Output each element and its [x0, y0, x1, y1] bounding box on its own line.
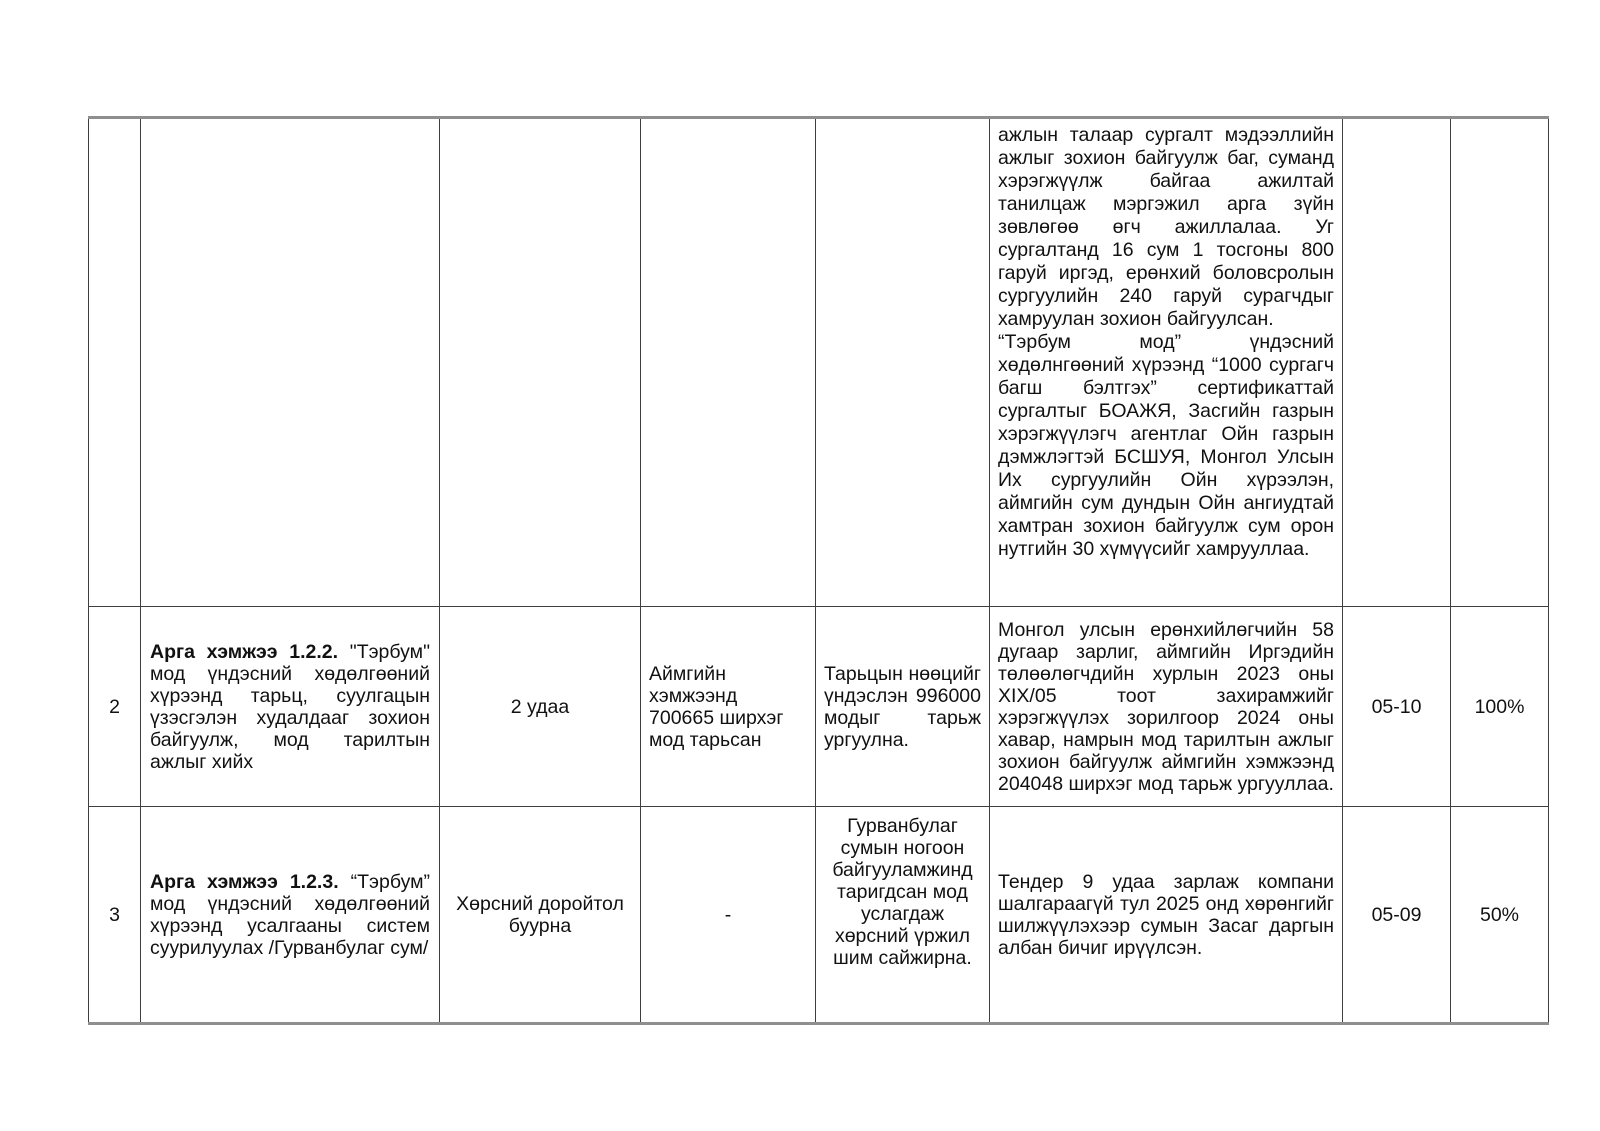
implementation-paragraph: Тендер 9 удаа зарлаж компани шалгараагүй тул 2025 онд хөрөнгийг шилжүүлэхээр сумын Засаг даргын албан бичиг ирүүлсэн. [998, 870, 1334, 959]
cell-row-number [89, 118, 141, 607]
activity-label: Арга хэмжээ 1.2.3. [150, 870, 339, 893]
cell-period: 05-09 [1343, 807, 1451, 1024]
activity-text: Арга хэмжээ 1.2.3. “Тэрбум” мод үндэсний хөдөлгөөний хүрээнд усалгааны систем суурилуулах /Гурванбулаг сум/ [150, 870, 430, 959]
cell-baseline: - [641, 807, 816, 1024]
cell-implementation [990, 807, 1343, 1024]
cell-period [1343, 118, 1451, 607]
implementation-paragraph: Монгол улсын ерөнхийлөгчийн 58 дугаар зарлиг, аймгийн Иргэдийн төлөөлөгчдийн хурлын 2023 оны XIX/05 тоот захирамжийг хэрэгжүүлэх зорилгоор 2024 оны хавар, намрын мод тарилтын ажлыг зохион байгуулж аймгийн хэмжээнд 204048 ширхэг мод тарьж ургууллаа. [998, 618, 1334, 795]
cell-baseline [641, 118, 816, 607]
table-row-continued [89, 118, 1549, 607]
cell-implementation [990, 607, 1343, 807]
cell-indicator: Хөрсний доройтол буурна [440, 807, 641, 1024]
cell-percent: 50% [1451, 807, 1549, 1024]
implementation-paragraph: “Тэрбум мод” үндэсний хөдөлнгөөний хүрээнд “1000 сургагч багш бэлтгэх” сертификаттай сургалтыг БОАЖЯ, Засгийн газрын хэрэгжүүлэгч агентлаг Ойн газрын дэмжлэгтэй БСШУЯ, Монгол Улсын Их сургуулийн Ойн хүрээлэн, аймгийн сум дундын Ойн ангиудтай хамтран зохион байгуулж сум орон нутгийн 30 хүмүүсийг хамрууллаа. [998, 331, 1334, 560]
cell-indicator [440, 118, 641, 607]
cell-activity [141, 118, 440, 607]
cell-row-number: 2 [89, 607, 141, 807]
cell-baseline: Аймгийн хэмжээнд 700665 ширхэг мод тарьсан [641, 607, 816, 807]
cell-row-number: 3 [89, 807, 141, 1024]
cell-percent [1451, 118, 1549, 607]
cell-target [816, 118, 990, 607]
cell-indicator: 2 удаа [440, 607, 641, 807]
cell-period: 05-10 [1343, 607, 1451, 807]
table-row [89, 607, 1549, 807]
activity-label: Арга хэмжээ 1.2.2. [150, 640, 339, 663]
cell-activity [141, 607, 440, 807]
cell-target: Тарьцын нөөцийг үндэслэн 996000 модыг тарьж ургуулна. [816, 607, 990, 807]
activity-text: Арга хэмжээ 1.2.2. "Тэрбум" мод үндэсний хөдөлгөөний хүрээнд тарьц, суулгацын үзэсгэлэн худалдааг зохион байгуулж, мод тарилтын ажлыг хийх [150, 640, 430, 773]
implementation-paragraph: ажлын талаар сургалт мэдээллийн ажлыг зохион байгуулж баг, суманд хэрэгжүүлж байгаа ажилтай танилцаж мэргэжил арга зүйн зөвлөгөө өгч ажиллалаа. Уг сургалтанд 16 сум 1 тосгоны 800 гаруй иргэд, ерөнхий боловсролын сургуулийн 240 гаруй сурагчдыг хамруулан зохион байгуулсан. [998, 124, 1334, 330]
cell-implementation [990, 118, 1343, 607]
table-row [89, 807, 1549, 1024]
report-table [88, 116, 1549, 1025]
cell-percent: 100% [1451, 607, 1549, 807]
cell-target: Гурванбулаг сумын ногоон байгууламжинд таригдсан мод услагдаж хөрсний үржил шим сайжирна. [816, 807, 990, 1024]
cell-activity [141, 807, 440, 1024]
